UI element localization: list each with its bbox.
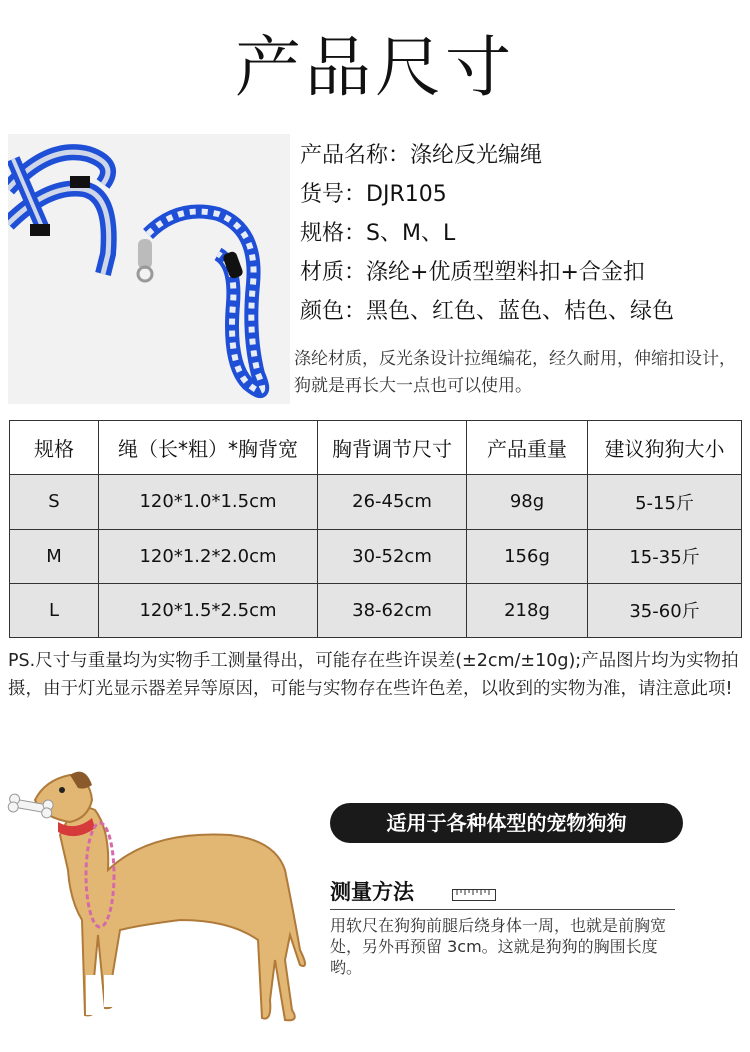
table-cell: 120*1.2*2.0cm (99, 529, 318, 583)
table-cell: L (10, 583, 99, 637)
table-header: 胸背调节尺寸 (318, 421, 467, 475)
measure-instructions: 用软尺在狗狗前腿后绕身体一周，也就是前胸宽处，另外再预留 3cm。这就是狗狗的胸围长度哟。 (330, 916, 667, 977)
product-photo (8, 134, 290, 404)
page-title: 产品尺寸 (235, 29, 515, 106)
ruler-icon (452, 886, 496, 898)
table-cell: 38-62cm (318, 583, 467, 637)
spec-size: 规格：S、M、L (300, 221, 456, 246)
table-cell: M (10, 529, 99, 583)
table-header: 产品重量 (467, 421, 588, 475)
disclaimer-note: PS.尺寸与重量均为实物手工测量得出，可能存在些许误差(±2cm/±10g);产品图片均为实物拍摄，由于灯光显示器差异等原因，可能与实物存在些许色差，以收到的实物为准，请注意此项! (8, 651, 739, 699)
table-cell: 98g (467, 475, 588, 529)
spec-material: 材质：涤纶+优质型塑料扣+合金扣 (300, 260, 645, 285)
table-cell: 15-35斤 (588, 529, 742, 583)
table-header: 建议狗狗大小 (588, 421, 742, 475)
table-row (10, 583, 742, 637)
table-cell: 120*1.0*1.5cm (99, 475, 318, 529)
table-cell: 30-52cm (318, 529, 467, 583)
table-header: 规格 (10, 421, 99, 475)
table-cell: 5-15斤 (588, 475, 742, 529)
table-cell: 26-45cm (318, 475, 467, 529)
usage-banner: 适用于各种体型的宠物狗狗 (330, 803, 683, 843)
spec-sku: 货号：DJR105 (300, 182, 447, 207)
table-header: 绳（长*粗）*胸背宽 (99, 421, 318, 475)
table-cell: 120*1.5*2.5cm (99, 583, 318, 637)
size-table (9, 420, 742, 638)
table-row (10, 529, 742, 583)
divider (330, 909, 675, 910)
product-description: 涤纶材质，反光条设计拉绳编花，经久耐用，伸缩扣设计，狗就是再长大一点也可以使用。 (294, 349, 736, 396)
table-cell: 35-60斤 (588, 583, 742, 637)
spec-color: 颜色：黑色、红色、蓝色、桔色、绿色 (300, 299, 675, 324)
table-cell: 156g (467, 529, 588, 583)
table-cell: S (10, 475, 99, 529)
table-row (10, 475, 742, 529)
table-header-row (10, 421, 742, 475)
table-cell: 218g (467, 583, 588, 637)
spec-list (300, 136, 750, 331)
dog-illustration (0, 760, 320, 1040)
measure-title: 测量方法 (330, 880, 414, 904)
spec-name: 产品名称：涤纶反光编绳 (300, 143, 543, 168)
